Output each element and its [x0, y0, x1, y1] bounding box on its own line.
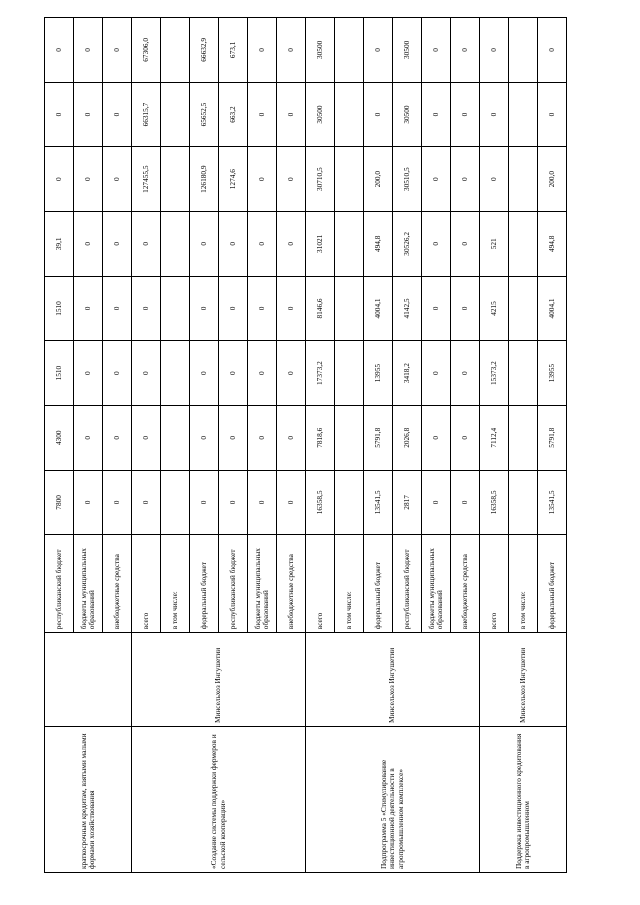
- value-cell: [335, 18, 364, 83]
- value-cell: 0: [132, 212, 161, 277]
- value-cell: 7112,4: [480, 405, 509, 470]
- value-cell: 1510: [45, 341, 74, 406]
- funding-source-cell: федеральный бюджет: [190, 535, 219, 633]
- value-cell: 30500: [306, 18, 335, 83]
- value-cell: [161, 147, 190, 212]
- value-cell: [335, 276, 364, 341]
- value-cell: 0: [248, 341, 277, 406]
- table-body: [45, 18, 567, 873]
- value-cell: 0: [103, 82, 132, 147]
- value-cell: 0: [219, 405, 248, 470]
- table-row: [132, 18, 161, 873]
- value-cell: 0: [103, 405, 132, 470]
- funding-source-cell: в том числе:: [335, 535, 364, 633]
- value-cell: 0: [45, 147, 74, 212]
- value-cell: 0: [74, 405, 103, 470]
- value-cell: 5791,8: [364, 405, 393, 470]
- value-cell: 0: [219, 212, 248, 277]
- responsible-executor-cell: Минсельхоз Ингушетии: [132, 633, 306, 727]
- measure-name-cell: Подпрограмма 5 «Стимулирование инвестиционной деятельности в агропромышленном комплексе»: [306, 727, 480, 873]
- value-cell: 0: [422, 470, 451, 535]
- value-cell: 0: [219, 470, 248, 535]
- value-cell: 13541,5: [364, 470, 393, 535]
- value-cell: 0: [451, 82, 480, 147]
- value-cell: 0: [451, 18, 480, 83]
- value-cell: 0: [248, 18, 277, 83]
- value-cell: 0: [422, 82, 451, 147]
- value-cell: 0: [480, 18, 509, 83]
- value-cell: [161, 212, 190, 277]
- value-cell: 0: [364, 18, 393, 83]
- value-cell: 0: [190, 212, 219, 277]
- value-cell: 8146,6: [306, 276, 335, 341]
- value-cell: 521: [480, 212, 509, 277]
- value-cell: [161, 82, 190, 147]
- budget-table: [44, 17, 567, 873]
- value-cell: 7800: [45, 470, 74, 535]
- funding-source-cell: всего: [306, 535, 335, 633]
- value-cell: 13955: [538, 341, 567, 406]
- value-cell: 0: [451, 405, 480, 470]
- value-cell: 0: [248, 147, 277, 212]
- value-cell: 0: [248, 405, 277, 470]
- value-cell: 0: [277, 212, 306, 277]
- value-cell: 0: [103, 18, 132, 83]
- value-cell: 0: [132, 276, 161, 341]
- funding-source-cell: в том числе:: [161, 535, 190, 633]
- table-row: [306, 18, 335, 873]
- value-cell: [161, 18, 190, 83]
- value-cell: 65652,5: [190, 82, 219, 147]
- value-cell: 67306,0: [132, 18, 161, 83]
- value-cell: 30526,2: [393, 212, 422, 277]
- value-cell: 16358,5: [480, 470, 509, 535]
- value-cell: 0: [132, 341, 161, 406]
- funding-source-cell: федеральный бюджет: [538, 535, 567, 633]
- value-cell: 0: [103, 470, 132, 535]
- value-cell: 66315,7: [132, 82, 161, 147]
- value-cell: 7818,6: [306, 405, 335, 470]
- value-cell: [335, 341, 364, 406]
- value-cell: 0: [277, 470, 306, 535]
- value-cell: 15373,2: [480, 341, 509, 406]
- table-row: [45, 18, 74, 873]
- value-cell: 30500: [393, 18, 422, 83]
- value-cell: [509, 147, 538, 212]
- value-cell: [509, 341, 538, 406]
- funding-source-cell: бюджеты муниципальных образований: [74, 535, 103, 633]
- table-row: [480, 18, 509, 873]
- value-cell: 4004,1: [538, 276, 567, 341]
- value-cell: 0: [132, 470, 161, 535]
- value-cell: 0: [190, 405, 219, 470]
- responsible-executor-cell: [45, 633, 132, 727]
- value-cell: [335, 470, 364, 535]
- value-cell: [335, 212, 364, 277]
- measure-name-cell: Поддержка инвестиционного кредитования в агропромышленном: [480, 727, 567, 873]
- value-cell: 0: [45, 82, 74, 147]
- value-cell: 30500: [306, 82, 335, 147]
- value-cell: 30510,5: [393, 147, 422, 212]
- value-cell: 0: [422, 212, 451, 277]
- value-cell: 200,0: [538, 147, 567, 212]
- value-cell: 0: [277, 82, 306, 147]
- value-cell: 0: [74, 341, 103, 406]
- value-cell: [161, 276, 190, 341]
- value-cell: 2817: [393, 470, 422, 535]
- funding-source-cell: всего: [132, 535, 161, 633]
- value-cell: 127455,5: [132, 147, 161, 212]
- value-cell: 0: [277, 405, 306, 470]
- value-cell: 4004,1: [364, 276, 393, 341]
- value-cell: 4142,5: [393, 276, 422, 341]
- value-cell: [335, 147, 364, 212]
- value-cell: 0: [190, 276, 219, 341]
- value-cell: 0: [451, 212, 480, 277]
- value-cell: 13955: [364, 341, 393, 406]
- value-cell: 4215: [480, 276, 509, 341]
- value-cell: 31021: [306, 212, 335, 277]
- funding-source-cell: федеральный бюджет: [364, 535, 393, 633]
- funding-source-cell: бюджеты муниципальных образований: [422, 535, 451, 633]
- value-cell: 0: [480, 147, 509, 212]
- responsible-executor-cell: Минсельхоз Ингушетии: [480, 633, 567, 727]
- value-cell: 39,1: [45, 212, 74, 277]
- value-cell: 0: [74, 18, 103, 83]
- value-cell: 30500: [393, 82, 422, 147]
- value-cell: 0: [219, 341, 248, 406]
- value-cell: 0: [480, 82, 509, 147]
- value-cell: 494,8: [538, 212, 567, 277]
- value-cell: 126180,9: [190, 147, 219, 212]
- measure-name-cell: краткосрочным кредитам, взятыми малыми формами хозяйствования: [45, 727, 132, 873]
- value-cell: 5791,8: [538, 405, 567, 470]
- funding-source-cell: внебюджетные средства: [451, 535, 480, 633]
- value-cell: 0: [74, 212, 103, 277]
- value-cell: [509, 212, 538, 277]
- value-cell: 673,1: [219, 18, 248, 83]
- value-cell: 0: [248, 276, 277, 341]
- value-cell: 663,2: [219, 82, 248, 147]
- funding-source-cell: республиканский бюджет: [219, 535, 248, 633]
- value-cell: 30710,5: [306, 147, 335, 212]
- value-cell: 200,0: [364, 147, 393, 212]
- value-cell: 0: [277, 18, 306, 83]
- value-cell: [509, 405, 538, 470]
- value-cell: 0: [103, 341, 132, 406]
- value-cell: 0: [103, 212, 132, 277]
- value-cell: 13541,5: [538, 470, 567, 535]
- funding-source-cell: республиканский бюджет: [393, 535, 422, 633]
- value-cell: 0: [132, 405, 161, 470]
- value-cell: 494,8: [364, 212, 393, 277]
- value-cell: 0: [422, 147, 451, 212]
- value-cell: [161, 405, 190, 470]
- value-cell: 0: [451, 341, 480, 406]
- value-cell: 66632,9: [190, 18, 219, 83]
- value-cell: [161, 470, 190, 535]
- value-cell: 0: [103, 276, 132, 341]
- value-cell: 4300: [45, 405, 74, 470]
- value-cell: 3418,2: [393, 341, 422, 406]
- value-cell: [161, 341, 190, 406]
- value-cell: 16358,5: [306, 470, 335, 535]
- funding-source-cell: всего: [480, 535, 509, 633]
- value-cell: 2026,8: [393, 405, 422, 470]
- value-cell: 0: [74, 147, 103, 212]
- value-cell: 0: [422, 341, 451, 406]
- funding-source-cell: бюджеты муниципальных образований: [248, 535, 277, 633]
- measure-name-cell: «Создание системы поддержки фермеров и сельской кооперации»: [132, 727, 306, 873]
- value-cell: 0: [422, 276, 451, 341]
- value-cell: 1274,6: [219, 147, 248, 212]
- value-cell: 0: [103, 147, 132, 212]
- value-cell: 0: [277, 341, 306, 406]
- value-cell: 0: [277, 147, 306, 212]
- value-cell: 0: [248, 212, 277, 277]
- value-cell: 0: [277, 276, 306, 341]
- value-cell: [509, 82, 538, 147]
- value-cell: 0: [45, 18, 74, 83]
- value-cell: 0: [74, 470, 103, 535]
- value-cell: 0: [538, 82, 567, 147]
- value-cell: 0: [451, 276, 480, 341]
- funding-source-cell: в том числе:: [509, 535, 538, 633]
- value-cell: [509, 276, 538, 341]
- value-cell: 0: [190, 341, 219, 406]
- value-cell: [335, 405, 364, 470]
- value-cell: 0: [451, 147, 480, 212]
- value-cell: 0: [422, 405, 451, 470]
- value-cell: 0: [422, 18, 451, 83]
- value-cell: 0: [248, 470, 277, 535]
- value-cell: [335, 82, 364, 147]
- value-cell: 0: [219, 276, 248, 341]
- value-cell: 0: [248, 82, 277, 147]
- funding-source-cell: внебюджетные средства: [103, 535, 132, 633]
- value-cell: 1510: [45, 276, 74, 341]
- value-cell: [509, 18, 538, 83]
- funding-source-cell: республиканский бюджет: [45, 535, 74, 633]
- value-cell: 0: [190, 470, 219, 535]
- value-cell: 17373,2: [306, 341, 335, 406]
- value-cell: [509, 470, 538, 535]
- value-cell: 0: [364, 82, 393, 147]
- value-cell: 0: [74, 82, 103, 147]
- responsible-executor-cell: Минсельхоз Ингушетии: [306, 633, 480, 727]
- value-cell: 0: [451, 470, 480, 535]
- funding-source-cell: внебюджетные средства: [277, 535, 306, 633]
- value-cell: 0: [74, 276, 103, 341]
- value-cell: 0: [538, 18, 567, 83]
